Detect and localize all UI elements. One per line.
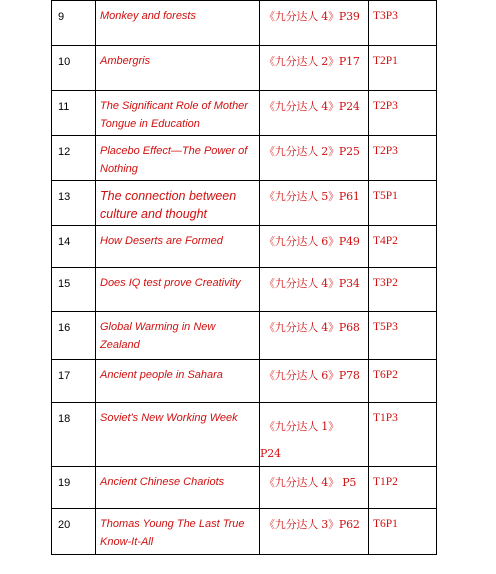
passage-title: Thomas Young The Last True Know-It-All bbox=[96, 509, 260, 555]
test-part: T2P3 bbox=[369, 136, 437, 181]
source-reference: 《九分达人 6》P49 bbox=[260, 226, 369, 268]
passage-title: Global Warming in New Zealand bbox=[96, 312, 260, 360]
test-part: T2P1 bbox=[369, 46, 437, 91]
source-reference: 《九分达人 6》P78 bbox=[260, 360, 369, 403]
passage-title: The Significant Role of Mother Tongue in Education bbox=[96, 91, 260, 136]
passage-title: Soviet's New Working Week bbox=[96, 403, 260, 467]
passage-title: Does IQ test prove Creativity bbox=[96, 268, 260, 312]
table-row bbox=[52, 136, 437, 181]
table-row bbox=[52, 509, 437, 555]
source-reference: 《九分达人 2》P17 bbox=[260, 46, 369, 91]
source-reference: 《九分达人 4》P24 bbox=[260, 91, 369, 136]
row-number: 9 bbox=[52, 1, 96, 46]
table-row bbox=[52, 312, 437, 360]
table-row bbox=[52, 268, 437, 312]
test-part: T3P2 bbox=[369, 268, 437, 312]
row-number: 20 bbox=[52, 509, 96, 555]
source-reference bbox=[260, 403, 369, 467]
source-reference: 《九分达人 4》P39 bbox=[260, 1, 369, 46]
source-reference: 《九分达人 3》P62 bbox=[260, 509, 369, 555]
source-page: P24 bbox=[260, 447, 281, 460]
row-number: 17 bbox=[52, 360, 96, 403]
table-row bbox=[52, 1, 437, 46]
passage-title: Ambergris bbox=[96, 46, 260, 91]
source-reference: 《九分达人 4》P34 bbox=[260, 268, 369, 312]
test-part: T1P3 bbox=[369, 403, 437, 467]
test-part: T2P3 bbox=[369, 91, 437, 136]
row-number: 11 bbox=[52, 91, 96, 136]
test-part: T5P1 bbox=[369, 181, 437, 226]
table-row bbox=[52, 467, 437, 509]
table-row bbox=[52, 403, 437, 467]
passage-title: Ancient people in Sahara bbox=[96, 360, 260, 403]
row-number: 10 bbox=[52, 46, 96, 91]
passage-title: Ancient Chinese Chariots bbox=[96, 467, 260, 509]
row-number: 16 bbox=[52, 312, 96, 360]
test-part: T6P1 bbox=[369, 509, 437, 555]
table-row bbox=[52, 46, 437, 91]
row-number: 19 bbox=[52, 467, 96, 509]
row-number: 13 bbox=[52, 181, 96, 226]
table-row bbox=[52, 226, 437, 268]
passage-title: The connection between culture and thought bbox=[96, 181, 260, 226]
source-book: 《九分达人 1》 bbox=[264, 420, 339, 433]
test-part: T1P2 bbox=[369, 467, 437, 509]
table-row bbox=[52, 360, 437, 403]
test-part: T4P2 bbox=[369, 226, 437, 268]
table-row bbox=[52, 91, 437, 136]
source-reference: 《九分达人 5》P61 bbox=[260, 181, 369, 226]
test-part: T6P2 bbox=[369, 360, 437, 403]
source-reference: 《九分达人 4》P68 bbox=[260, 312, 369, 360]
reading-passage-table bbox=[51, 0, 437, 555]
row-number: 15 bbox=[52, 268, 96, 312]
table-row bbox=[52, 181, 437, 226]
test-part: T3P3 bbox=[369, 1, 437, 46]
row-number: 12 bbox=[52, 136, 96, 181]
row-number: 18 bbox=[52, 403, 96, 467]
test-part: T5P3 bbox=[369, 312, 437, 360]
row-number: 14 bbox=[52, 226, 96, 268]
passage-title: Placebo Effect—The Power of Nothing bbox=[96, 136, 260, 181]
source-reference: 《九分达人 2》P25 bbox=[260, 136, 369, 181]
source-reference: 《九分达人 4》 P5 bbox=[260, 467, 369, 509]
passage-title: Monkey and forests bbox=[96, 1, 260, 46]
passage-title: How Deserts are Formed bbox=[96, 226, 260, 268]
